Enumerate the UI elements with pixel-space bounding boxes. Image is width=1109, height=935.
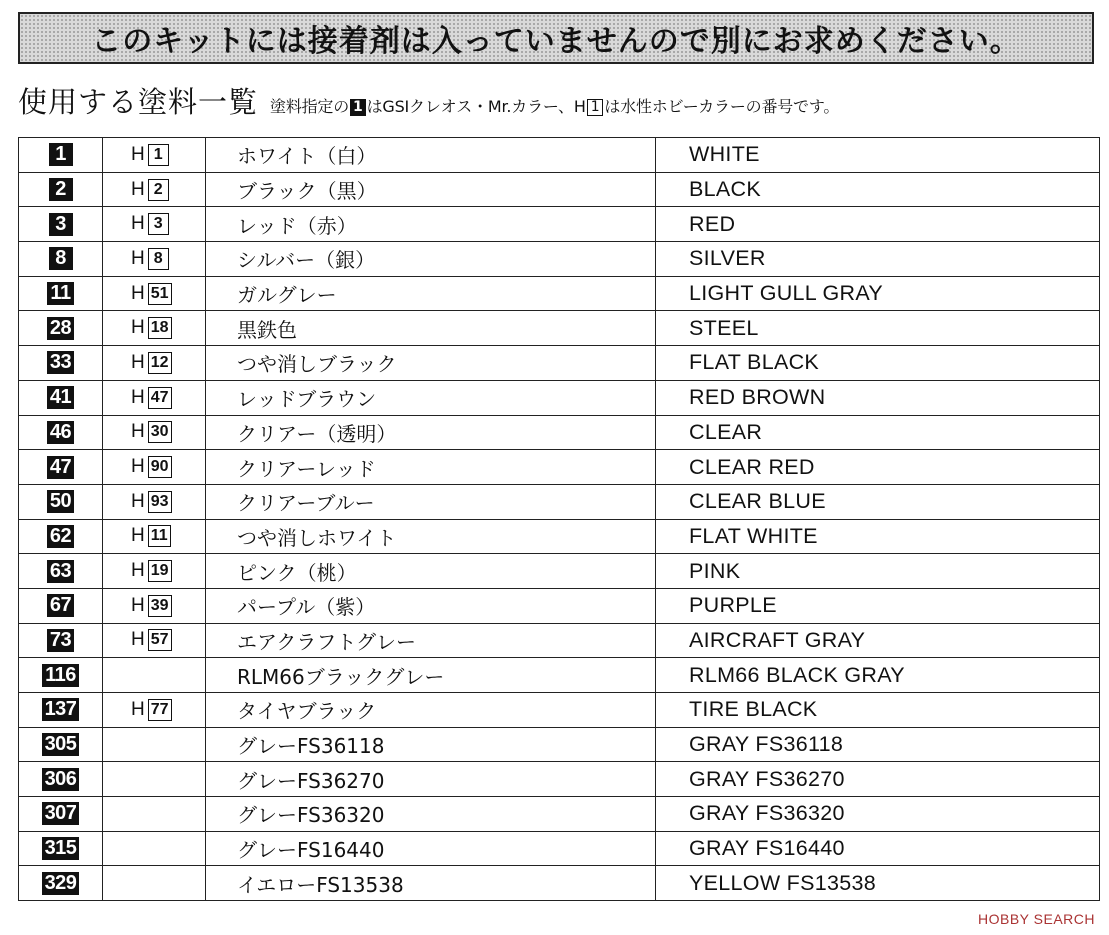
- hobby-color-prefix: H: [131, 213, 145, 235]
- note-text-1: 塗料指定の: [270, 97, 350, 116]
- color-name-jp: パープル（紫）: [206, 588, 656, 623]
- hobby-color-code: 93: [148, 491, 172, 513]
- table-row: [19, 623, 1100, 658]
- mr-color-cell: [19, 380, 103, 415]
- mr-color-cell: [19, 207, 103, 242]
- color-name-jp: グレーFS36118: [206, 727, 656, 762]
- hobby-color-prefix: H: [131, 421, 145, 443]
- color-name-en: GRAY FS36320: [656, 797, 1100, 832]
- color-name-jp: グレーFS16440: [206, 831, 656, 866]
- hobby-color-cell: [103, 658, 206, 693]
- mr-color-code: 46: [47, 421, 74, 444]
- mr-color-cell: [19, 276, 103, 311]
- color-name-jp: グレーFS36270: [206, 762, 656, 797]
- mr-color-cell: [19, 415, 103, 450]
- mr-color-cell: [19, 172, 103, 207]
- color-name-jp: ホワイト（白）: [206, 138, 656, 173]
- hobby-color-code: 77: [148, 699, 172, 721]
- table-row: [19, 831, 1100, 866]
- hobby-color-prefix: H: [131, 456, 145, 478]
- notice-banner: [18, 12, 1094, 64]
- mr-color-cell: [19, 554, 103, 589]
- color-name-en: GRAY FS36118: [656, 727, 1100, 762]
- hobby-color-code: 3: [148, 213, 169, 235]
- table-row: [19, 658, 1100, 693]
- color-name-jp: イエローFS13538: [206, 866, 656, 901]
- page-title: 使用する塗料一覧: [18, 85, 259, 119]
- hobby-color-cell: [103, 276, 206, 311]
- hobby-color-code: 8: [148, 248, 169, 270]
- mr-color-code: 1: [49, 143, 73, 166]
- table-row: [19, 554, 1100, 589]
- color-name-jp: ピンク（桃）: [206, 554, 656, 589]
- hobby-color-cell: [103, 831, 206, 866]
- hobby-color-prefix: H: [131, 698, 145, 720]
- hobby-color-code: 39: [148, 595, 172, 617]
- mr-color-code: 73: [47, 629, 74, 652]
- paint-table: [18, 137, 1100, 901]
- color-name-en: BLACK: [656, 172, 1100, 207]
- hobby-color-cell: [103, 762, 206, 797]
- mr-color-code: 116: [42, 664, 79, 687]
- mr-color-cell: [19, 866, 103, 901]
- mr-color-cell: [19, 519, 103, 554]
- color-name-jp: グレーFS36320: [206, 797, 656, 832]
- mr-color-code: 47: [47, 456, 74, 479]
- mr-color-code: 306: [42, 768, 80, 791]
- table-row: [19, 762, 1100, 797]
- color-name-jp: ガルグレー: [206, 276, 656, 311]
- hobby-color-code: 57: [148, 629, 172, 651]
- paint-list-header: [18, 80, 1108, 122]
- table-row: [19, 588, 1100, 623]
- color-name-en: AIRCRAFT GRAY: [656, 623, 1100, 658]
- hobby-color-prefix: H: [131, 351, 145, 373]
- mr-color-code: 305: [42, 733, 80, 756]
- color-name-jp: つや消しホワイト: [206, 519, 656, 554]
- color-name-jp: レッドブラウン: [206, 380, 656, 415]
- color-name-en: RED BROWN: [656, 380, 1100, 415]
- table-row: [19, 242, 1100, 277]
- color-name-en: LIGHT GULL GRAY: [656, 276, 1100, 311]
- table-row: [19, 207, 1100, 242]
- hobby-color-prefix: H: [131, 247, 145, 269]
- table-row: [19, 484, 1100, 519]
- hobby-color-prefix: H: [131, 490, 145, 512]
- mr-color-code: 307: [42, 802, 80, 825]
- color-name-en: YELLOW FS13538: [656, 866, 1100, 901]
- watermark: HOBBY SEARCH: [978, 911, 1095, 927]
- hobby-color-cell: [103, 138, 206, 173]
- table-row: [19, 866, 1100, 901]
- mr-color-code: 329: [42, 872, 80, 895]
- paint-code-note: [270, 94, 839, 117]
- table-row: [19, 450, 1100, 485]
- hobby-color-code: 19: [148, 560, 172, 582]
- table-row: [19, 797, 1100, 832]
- hobby-color-cell: [103, 484, 206, 519]
- hobby-color-code: 11: [148, 525, 171, 547]
- color-name-en: PURPLE: [656, 588, 1100, 623]
- color-name-jp: ブラック（黒）: [206, 172, 656, 207]
- hobby-color-cell: [103, 450, 206, 485]
- hobby-color-cell: [103, 172, 206, 207]
- color-name-jp: エアクラフトグレー: [206, 623, 656, 658]
- table-row: [19, 693, 1100, 728]
- table-row: [19, 138, 1100, 173]
- color-name-en: GRAY FS16440: [656, 831, 1100, 866]
- mr-color-code: 63: [47, 560, 74, 583]
- mr-color-code: 137: [42, 698, 80, 721]
- hobby-color-cell: [103, 380, 206, 415]
- mr-color-cell: [19, 138, 103, 173]
- hobby-color-code: 18: [148, 317, 172, 339]
- color-name-en: CLEAR BLUE: [656, 484, 1100, 519]
- notice-text: このキットには接着剤は入っていませんので別にお求めください。: [91, 24, 1021, 59]
- color-name-jp: クリアーブルー: [206, 484, 656, 519]
- color-name-jp: 黒鉄色: [206, 311, 656, 346]
- hobby-color-cell: [103, 727, 206, 762]
- hobby-color-cell: [103, 415, 206, 450]
- hobby-color-cell: [103, 623, 206, 658]
- hobby-color-code: 51: [148, 283, 172, 305]
- mr-color-cell: [19, 831, 103, 866]
- hobby-color-prefix: H: [131, 525, 145, 547]
- hobby-color-prefix: H: [131, 386, 145, 408]
- hobby-color-cell: [103, 797, 206, 832]
- mr-color-code: 41: [47, 386, 74, 409]
- mr-color-code: 67: [47, 594, 74, 617]
- table-row: [19, 415, 1100, 450]
- color-name-jp: クリアー（透明）: [206, 415, 656, 450]
- table-row: [19, 380, 1100, 415]
- hobby-color-prefix: H: [131, 178, 145, 200]
- table-row: [19, 311, 1100, 346]
- mr-color-cell: [19, 242, 103, 277]
- hobby-color-cell: [103, 311, 206, 346]
- color-name-en: CLEAR RED: [656, 450, 1100, 485]
- hobby-color-cell: [103, 866, 206, 901]
- hobby-color-code: 1: [148, 144, 169, 166]
- color-name-en: CLEAR: [656, 415, 1100, 450]
- mr-color-sample-box: 1: [350, 99, 366, 116]
- hobby-color-prefix: H: [131, 317, 145, 339]
- hobby-color-cell: [103, 588, 206, 623]
- hobby-color-cell: [103, 207, 206, 242]
- mr-color-cell: [19, 311, 103, 346]
- color-name-en: FLAT BLACK: [656, 346, 1100, 381]
- mr-color-code: 8: [49, 247, 73, 270]
- mr-color-cell: [19, 762, 103, 797]
- mr-color-code: 33: [47, 351, 74, 374]
- mr-color-code: 315: [42, 837, 80, 860]
- hobby-color-cell: [103, 554, 206, 589]
- color-name-jp: タイヤブラック: [206, 693, 656, 728]
- color-name-en: FLAT WHITE: [656, 519, 1100, 554]
- mr-color-cell: [19, 693, 103, 728]
- mr-color-cell: [19, 588, 103, 623]
- hobby-color-cell: [103, 693, 206, 728]
- hobby-color-prefix: H: [131, 143, 145, 165]
- color-name-jp: つや消しブラック: [206, 346, 656, 381]
- mr-color-code: 28: [47, 317, 74, 340]
- mr-color-cell: [19, 658, 103, 693]
- hobby-color-prefix: H: [131, 282, 145, 304]
- mr-color-cell: [19, 346, 103, 381]
- mr-color-code: 50: [47, 490, 74, 513]
- mr-color-cell: [19, 727, 103, 762]
- hobby-color-cell: [103, 519, 206, 554]
- hobby-color-code: 2: [148, 179, 169, 201]
- color-name-jp: シルバー（銀）: [206, 242, 656, 277]
- color-name-jp: レッド（赤）: [206, 207, 656, 242]
- hobby-color-prefix: H: [131, 629, 145, 651]
- table-row: [19, 727, 1100, 762]
- table-row: [19, 276, 1100, 311]
- hobby-color-cell: [103, 242, 206, 277]
- mr-color-cell: [19, 623, 103, 658]
- table-row: [19, 172, 1100, 207]
- hobby-color-code: 12: [148, 352, 172, 374]
- hobby-color-code: 30: [148, 421, 172, 443]
- mr-color-code: 62: [47, 525, 74, 548]
- mr-color-code: 2: [49, 178, 73, 201]
- color-name-en: PINK: [656, 554, 1100, 589]
- color-name-en: RLM66 BLACK GRAY: [656, 658, 1100, 693]
- hobby-color-code: 90: [148, 456, 172, 478]
- color-name-jp: RLM66ブラックグレー: [206, 658, 656, 693]
- hobby-color-cell: [103, 346, 206, 381]
- note-text-2: はGSIクレオス・Mr.カラー、H: [366, 97, 586, 116]
- table-row: [19, 519, 1100, 554]
- mr-color-cell: [19, 450, 103, 485]
- color-name-en: STEEL: [656, 311, 1100, 346]
- note-text-3: は水性ホビーカラーの番号です。: [604, 97, 840, 116]
- color-name-en: RED: [656, 207, 1100, 242]
- table-row: [19, 346, 1100, 381]
- color-name-en: GRAY FS36270: [656, 762, 1100, 797]
- mr-color-code: 3: [49, 213, 73, 236]
- hobby-color-code: 47: [148, 387, 172, 409]
- mr-color-cell: [19, 484, 103, 519]
- hobby-color-sample-box: 1: [587, 99, 604, 116]
- hobby-color-prefix: H: [131, 594, 145, 616]
- color-name-en: SILVER: [656, 242, 1100, 277]
- color-name-en: WHITE: [656, 138, 1100, 173]
- mr-color-code: 11: [47, 282, 73, 305]
- color-name-en: TIRE BLACK: [656, 693, 1100, 728]
- color-name-jp: クリアーレッド: [206, 450, 656, 485]
- hobby-color-prefix: H: [131, 560, 145, 582]
- mr-color-cell: [19, 797, 103, 832]
